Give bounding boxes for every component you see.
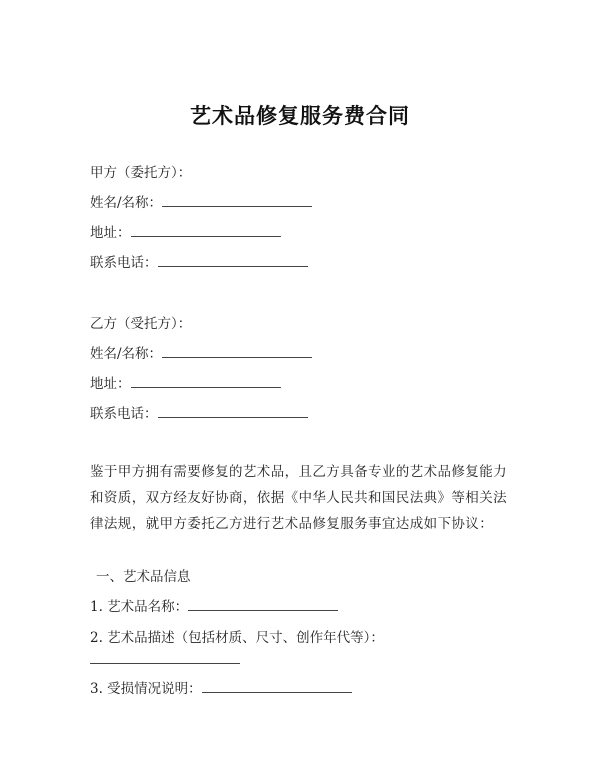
party-b-address-label: 地址： <box>90 376 131 392</box>
damage-description-label: 3. 受损情况说明： <box>90 681 202 697</box>
party-b-address-blank[interactable] <box>131 375 281 388</box>
party-a-name-label: 姓名/名称： <box>90 195 163 211</box>
party-b-phone-row <box>90 405 308 423</box>
party-a-name-blank[interactable] <box>162 194 312 207</box>
document-title: 艺术品修复服务费合同 <box>190 103 410 128</box>
preamble-line: 鉴于甲方拥有需要修复的艺术品，且乙方具备专业的艺术品修复能力 <box>90 464 507 480</box>
party-a-phone-row <box>90 254 308 272</box>
artwork-name-blank[interactable] <box>188 598 338 611</box>
party-a-address-blank[interactable] <box>131 224 281 237</box>
artwork-name-row <box>90 598 338 616</box>
party-b-heading: 乙方（受托方）： <box>90 316 192 332</box>
section-1-heading: 一、艺术品信息 <box>96 569 191 585</box>
preamble-paragraph <box>90 459 520 537</box>
party-b-name-row <box>90 345 312 363</box>
damage-description-blank[interactable] <box>202 680 352 693</box>
party-b-phone-label: 联系电话： <box>90 406 158 422</box>
party-a-phone-label: 联系电话： <box>90 255 158 271</box>
party-a-name-row <box>90 194 312 212</box>
party-b-address-row <box>90 375 281 393</box>
party-b-phone-blank[interactable] <box>158 405 308 418</box>
party-a-address-row <box>90 224 281 242</box>
party-a-heading: 甲方（委托方）： <box>90 165 192 181</box>
preamble-line: 和资质，双方经友好协商，依据《中华人民共和国民法典》等相关法 <box>90 490 507 506</box>
party-a-address-label: 地址： <box>90 225 131 241</box>
party-b-name-label: 姓名/名称： <box>90 346 163 362</box>
artwork-description-label: 2. 艺术品描述（包括材质、尺寸、创作年代等）： <box>90 630 384 646</box>
party-b-name-blank[interactable] <box>162 345 312 358</box>
damage-description-row <box>90 680 352 698</box>
party-a-phone-blank[interactable] <box>158 254 308 267</box>
preamble-line: 律法规，就甲方委托乙方进行艺术品修复服务事宜达成如下协议： <box>90 516 494 532</box>
artwork-name-label: 1. 艺术品名称： <box>90 599 189 615</box>
artwork-description-blank[interactable] <box>90 663 240 664</box>
